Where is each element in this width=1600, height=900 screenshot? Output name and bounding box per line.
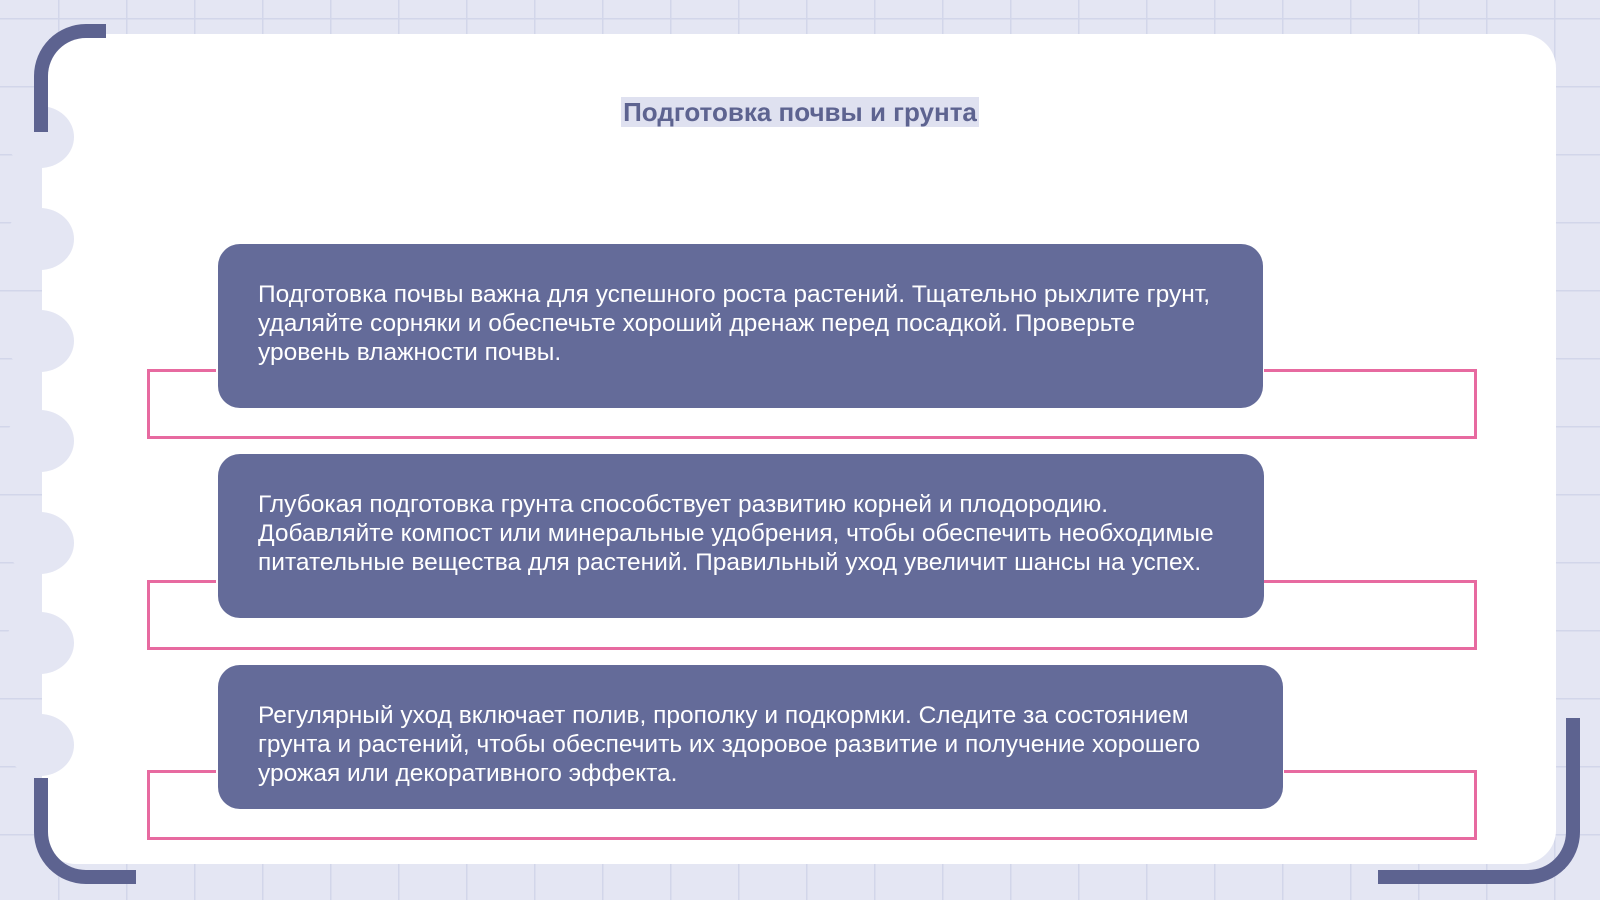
content-box-text: Глубокая подготовка грунта способствует развитию корней и плодородию. Добавляйте компост или минеральные удобрения, чтобы обеспечить необходимые питательные вещества для растений. Правильный уход увеличит шансы на успех. (258, 491, 1214, 576)
bracket-stub-left (150, 580, 216, 583)
bracket-stub-right (1284, 770, 1474, 773)
edge-notch (6, 714, 74, 776)
edge-notch (6, 512, 74, 574)
bracket-stub-right (1264, 580, 1474, 583)
bracket-stub-left (150, 770, 216, 773)
content-box-2 (218, 454, 1264, 618)
edge-notch (6, 208, 74, 270)
slide-title (0, 96, 1600, 128)
bracket-stub-right (1264, 369, 1474, 372)
content-box-text: Регулярный уход включает полив, прополку и подкормки. Следите за состоянием грунта и растений, чтобы обеспечить их здоровое развитие и получение хорошего урожая или декоративного эффекта. (258, 702, 1201, 787)
corner-decoration-bottom-left (34, 778, 136, 884)
slide-title-text: Подготовка почвы и грунта (623, 97, 977, 127)
content-box-text: Подготовка почвы важна для успешного роста растений. Тщательно рыхлите грунт, удаляйте сорняки и обеспечьте хороший дренаж перед посадкой. Проверьте уровень влажности почвы. (258, 281, 1211, 366)
edge-notch (6, 310, 74, 372)
content-box-3 (218, 665, 1283, 809)
edge-notch (6, 410, 74, 472)
bracket-stub-left (150, 369, 216, 372)
content-box-1 (218, 244, 1263, 408)
edge-notch (6, 612, 74, 674)
